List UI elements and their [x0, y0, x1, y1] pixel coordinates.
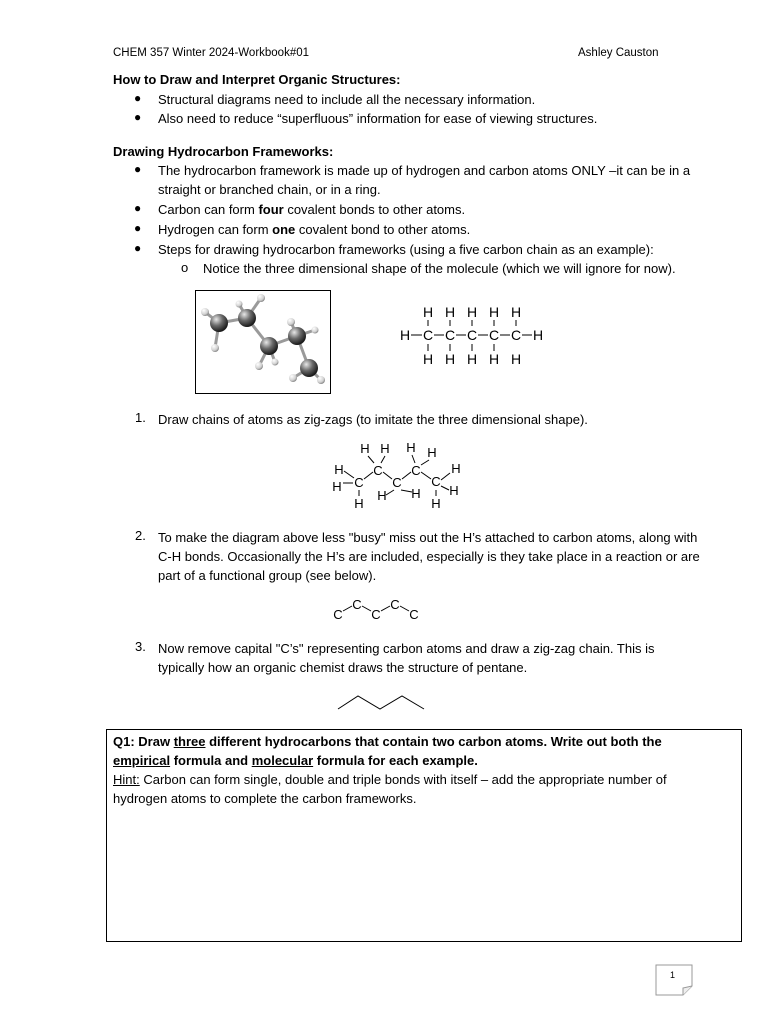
atom-h: H: [399, 327, 411, 343]
hint-line-1: Hint: Carbon can form single, double and triple bonds with itself – add the appropriate number of: [113, 772, 667, 787]
atom-h: H: [354, 496, 364, 511]
page-number-frame: [655, 964, 695, 996]
atom-h: H: [449, 483, 459, 498]
step-2-line-3: part of a functional group (see below).: [158, 568, 377, 583]
atom-h: H: [444, 351, 456, 367]
atom-c: C: [411, 463, 421, 478]
atom-c: C: [371, 607, 381, 622]
atom-c: C: [444, 327, 456, 343]
step-3-line-2: typically how an organic chemist draws the structure of pentane.: [158, 660, 528, 675]
bullet-marker: ●: [134, 241, 142, 255]
atom-c: C: [354, 475, 364, 490]
atom-c: C: [422, 327, 434, 343]
section2-bullet-4: Steps for drawing hydrocarbon frameworks (using a five carbon chain as an example):: [158, 242, 654, 257]
atom-h: H: [422, 351, 434, 367]
section2-bullet-3: Hydrogen can form one covalent bond to other atoms.: [158, 222, 471, 237]
step-2-line-1: To make the diagram above less "busy" miss out the H’s attached to carbon atoms, along with: [158, 530, 698, 545]
atom-c: C: [390, 597, 400, 612]
atom-h: H: [510, 351, 522, 367]
atom-h: H: [488, 304, 500, 320]
atom-h: H: [488, 351, 500, 367]
atom-h: H: [380, 441, 390, 456]
header-course: CHEM 357 Winter 2024-Workbook#01: [113, 47, 310, 59]
step-3-line-1: Now remove capital "C’s" representing carbon atoms and draw a zig-zag chain. This is: [158, 641, 655, 656]
pentane-3d-model-image: [195, 290, 331, 394]
pentane-skeletal-formula: [336, 692, 428, 712]
atom-h: H: [334, 462, 344, 477]
header-author: Ashley Causton: [578, 47, 659, 59]
section2-bullet-1-line1: The hydrocarbon framework is made up of hydrogen and carbon atoms ONLY –it can be in a: [158, 163, 691, 178]
atom-h: H: [466, 304, 478, 320]
section1-bullet-1: Structural diagrams need to include all the necessary information.: [158, 92, 536, 107]
bullet-marker: ●: [134, 201, 142, 215]
pentane-carbon-zigzag: [328, 592, 424, 626]
atom-h: H: [422, 304, 434, 320]
question-line-2: empirical formula and molecular formula for each example.: [113, 753, 478, 768]
atom-h: H: [332, 479, 342, 494]
section2-bullet-2: Carbon can form four covalent bonds to other atoms.: [158, 202, 466, 217]
atom-c: C: [373, 463, 383, 478]
atom-h: H: [451, 461, 461, 476]
atom-h: H: [406, 440, 416, 455]
question-line-1: Q1: Draw three different hydrocarbons that contain two carbon atoms. Write out both the: [113, 734, 662, 749]
atom-c: C: [488, 327, 500, 343]
atom-h: H: [431, 496, 441, 511]
atom-h: H: [466, 351, 478, 367]
atom-c: C: [352, 597, 362, 612]
bullet-marker: ●: [134, 221, 142, 235]
bullet-marker: ●: [134, 91, 142, 105]
atom-h: H: [377, 488, 387, 503]
atom-c: C: [466, 327, 478, 343]
page-number: 1: [670, 970, 676, 980]
step-1-number: 1.: [135, 410, 146, 425]
step-1-text: Draw chains of atoms as zig-zags (to imitate the three dimensional shape).: [158, 412, 588, 427]
atom-c: C: [431, 474, 441, 489]
pentane-zigzag-with-hydrogens: [328, 438, 468, 514]
section2-sub-bullet: Notice the three dimensional shape of the molecule (which we will ignore for now).: [203, 261, 676, 276]
step-3-number: 3.: [135, 639, 146, 654]
question-box: [106, 729, 742, 942]
atom-c: C: [409, 607, 419, 622]
atom-c: C: [510, 327, 522, 343]
step-2-line-2: C-H bonds. Occasionally the H’s are included, especially is they take place in a reaction or are: [158, 549, 700, 564]
step-2-number: 2.: [135, 528, 146, 543]
atom-c: C: [333, 607, 343, 622]
answer-area[interactable]: [113, 812, 733, 934]
atom-h: H: [444, 304, 456, 320]
section1-bullet-2: Also need to reduce “superfluous” information for ease of viewing structures.: [158, 111, 598, 126]
atom-h: H: [532, 327, 544, 343]
bullet-marker: ●: [134, 162, 142, 176]
pentane-structural-formula: [395, 302, 550, 370]
sub-bullet-marker: o: [181, 260, 189, 275]
section2-bullet-1-line2: straight or branched chain, or in a ring.: [158, 182, 381, 197]
atom-h: H: [510, 304, 522, 320]
bullet-marker: ●: [134, 110, 142, 124]
atom-c: C: [392, 475, 402, 490]
hint-line-2: hydrogen atoms to complete the carbon frameworks.: [113, 791, 417, 806]
atom-h: H: [360, 441, 370, 456]
section1-title: How to Draw and Interpret Organic Structures:: [113, 72, 401, 87]
section2-title: Drawing Hydrocarbon Frameworks:: [113, 144, 334, 159]
atom-h: H: [427, 445, 437, 460]
atom-h: H: [411, 486, 421, 501]
